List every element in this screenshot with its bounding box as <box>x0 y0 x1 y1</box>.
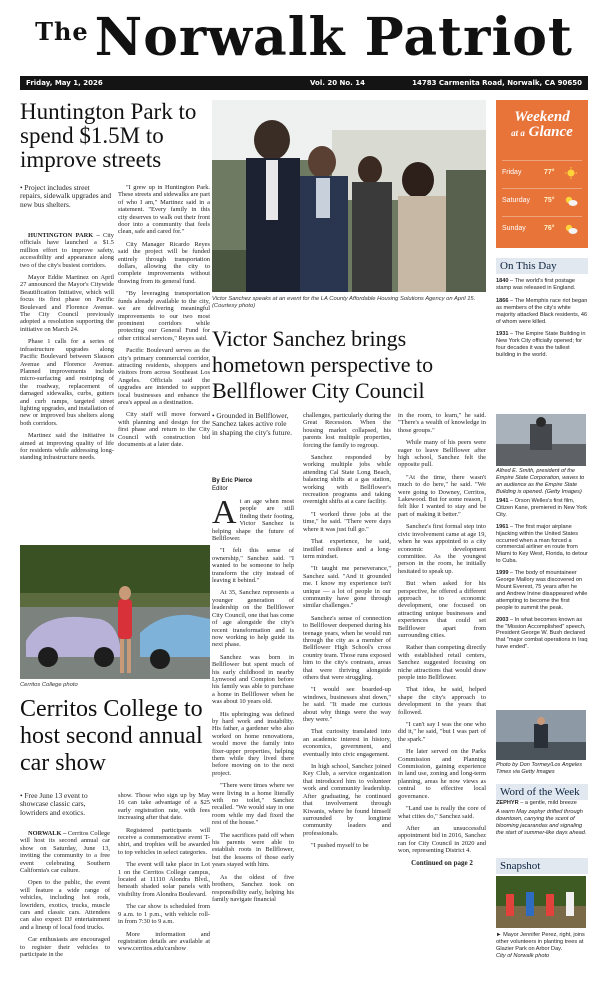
weekend-title-bottom: Glance <box>528 124 573 140</box>
list-item <box>496 278 588 292</box>
sun-icon <box>564 167 578 179</box>
sanchez-column-1 <box>212 494 294 908</box>
sanchez-column-3 <box>398 412 486 872</box>
paragraph: "There were times where we were living in a home literally with no toilet," Sanchez recalled. "We would stay in one room while my dad fixed the rest of the house." <box>212 782 294 827</box>
paragraph: Sanchez's sense of connection to Bellflower deepened during his teenage years, when he would run through the city as a member of Bellflower High School's cross country team. Those runs exposed him to the city's contrasts, areas that were thriving alongside others that were struggling. <box>303 614 391 681</box>
empire-state-photo <box>496 414 586 466</box>
issue-volume: Vol. 20 No. 14 <box>310 79 366 87</box>
paragraph: But when asked for his perspective, he offered a different approach to economic development, one focused on attracting unique businesses and experiences that could set Bellflower apart from surrounding cities. <box>398 580 486 639</box>
paragraph: At 35, Sanchez represents a younger generation of leadership on the Bellflower City Council, one that has come of age alongside the city's recent transformation and is now working to help guide its next phase. <box>212 589 294 649</box>
publisher-address: 14783 Carmenita Road, Norwalk, CA 90650 <box>412 79 582 87</box>
huntington-column-1 <box>20 232 114 467</box>
masthead <box>20 6 588 72</box>
partly-cloudy-icon <box>564 223 578 235</box>
masthead-name: Norwalk Patriot <box>94 7 573 68</box>
paragraph: t an age when most people are still finding their footing, Victor Sanchez is helping shape the future of Bellflower. <box>212 498 294 543</box>
snapshot-header: Snapshot <box>496 858 588 874</box>
byline-title: Editor <box>212 485 228 492</box>
on-this-day-header: On This Day <box>496 258 588 274</box>
paragraph: Sanchez was born in Bellflower but spent much of his early childhood in nearby Lynwood and Compton before his family was able to purchase a home in Bellflower when he was about 10 years old. <box>212 653 294 706</box>
example-sentence: A warm May zephyr drifted through downtown, carrying the scent of blooming jacarandas and signaling the start of summer-like days ahead. <box>496 808 587 836</box>
masthead-the: The <box>35 17 89 46</box>
weather-day: Friday <box>502 169 522 176</box>
snapshot-photo <box>496 876 586 928</box>
paragraph: City Manager Ricardo Reyes said the project will be funded entirely through transportation dollars, allowing the city to complete improvements without drawing from its general fund. <box>118 240 210 285</box>
weather-row-friday <box>502 160 582 184</box>
paragraph: More information and registration details are available at www.cerritos.edu/carshow <box>118 930 210 953</box>
event-year: 1866 <box>496 297 509 304</box>
paragraph: "Land use is really the core of what cities do," Sanchez said. <box>398 805 486 820</box>
paragraph: in the room, to learn," he said. "There's a wealth of knowledge in those groups." <box>398 412 486 434</box>
snapshot-credit: City of Norwalk photo <box>496 952 550 959</box>
paragraph: "I grew up in Huntington Park. These streets and sidewalks are part of who I am," Martinez said in a statement. "Every family in this city deserves to walk out their front door into a community that feels clean, safe and cared for." <box>118 184 210 236</box>
weekend-at-a-glance <box>496 100 588 248</box>
paragraph: That experience, he said, instilled resilience and a long-term mindset. <box>303 538 391 560</box>
dateline-bar <box>20 76 588 90</box>
partly-cloudy-icon <box>564 195 578 207</box>
continued-link[interactable]: Continued on page 2 <box>411 858 473 867</box>
paragraph: "I felt this sense of ownership," Sanchez said. "I wanted to be someone to help transform the city instead of leaving it behind." <box>212 547 294 585</box>
paragraph: "At the time, there wasn't much to do here," he said. "We were going to Downey, Cerritos, Lakewood. But for some reason, I felt like I wanted to stay and be part of making it better." <box>398 473 486 518</box>
event-text: – The first major airplane hijacking within the United States occurred when a man forced a commercial airliner en route from Miami to Key West, Florida, to detour to Cuba. <box>496 523 588 565</box>
event-year: 1999 <box>496 570 509 577</box>
paragraph: challenges, particularly during the Great Recession. When the housing market collapsed, his parents lost multiple properties, forcing the family to regroup. <box>303 412 391 449</box>
byline-name: By Eric Pierce <box>212 478 253 484</box>
cerritos-column-2 <box>118 792 210 958</box>
word-of-week <box>496 800 588 837</box>
paragraph: City staff will move forward with planning and design for the first phase and return to the City Council with construction bid documents at a later date. <box>118 411 210 448</box>
paragraph: show. Those who sign up by May 16 can take advantage of a $25 early registration rate, with fees increasing after that date. <box>118 792 210 822</box>
event-year: 1941 <box>496 498 509 504</box>
cerritos-headline: Cerritos College to host second annual car show <box>20 696 203 776</box>
huntington-column-2 <box>118 184 210 453</box>
list-item <box>496 331 588 359</box>
weekend-title-top: Weekend <box>514 109 570 125</box>
paragraph: The sacrifices paid off when his parents were able to establish roots in Bellflower, but the lessons of those early years stayed with him. <box>212 831 294 869</box>
car-show-photo <box>20 545 210 679</box>
weekend-title <box>496 110 588 141</box>
list-item <box>496 570 588 611</box>
paragraph: "I would see boarded-up windows, businesses shut down," he said. "It made me curious about why things were the way they were." <box>303 686 391 724</box>
on-this-day-list-continued <box>496 498 588 656</box>
huntington-deck: • Project includes street repairs, sidewalk upgrades and new bus shelters. <box>20 183 112 209</box>
huntington-headline: Huntington Park to spend $1.5M to improve streets <box>20 99 197 172</box>
weather-temp: 77° <box>544 169 555 176</box>
paragraph: Registered participants will receive a commemorative event T-shirt, and trophies will be awarded to top vehicles in select categories. <box>118 826 210 856</box>
mission-accomplished-photo <box>496 710 586 760</box>
cerritos-dateline: NORWALK – <box>28 830 67 837</box>
paragraph: Car enthusiasts are encouraged to register their vehicles to participate in the <box>20 936 110 959</box>
word-of-week-header: Word of the Week <box>496 784 588 800</box>
sanchez-headline: Victor Sanchez brings hometown perspective to Bellflower City Council <box>212 326 434 403</box>
paragraph: The event will take place in Lot 1 on the Cerritos College campus, located at 11110 Alondra Blvd., beneath shaded solar panels with visibility from Alondra Boulevard. <box>118 861 210 898</box>
sanchez-column-2 <box>303 412 391 855</box>
paragraph: "I worked three jobs at the time," he said. "There were days where it was just full go." <box>303 510 391 533</box>
word: ZEPHYR <box>496 800 519 806</box>
paragraph: City officials have launched a $1.5 million effort to improve safety, accessibility and appearance along two of the city's busiest corridors. <box>20 232 114 269</box>
huntington-dateline: HUNTINGTON PARK – <box>28 232 100 239</box>
paragraph: "It taught me perseverance," Sanchez said. "And it grounded me. I know my experience isn't unique — a lot of people in our community have gone through similar challenges." <box>303 565 391 610</box>
event-year: 2003 <box>496 616 509 623</box>
paragraph: "By leveraging transportation funds already available to the city, we are delivering meaningful improvements to our two most prominent corridors while protecting our General Fund for other critical services," Reyes said. <box>118 290 210 342</box>
paragraph: His upbringing was defined by hard work and instability. His father, a gardener who also worked on home renovations, would move the family into fixer-upper properties, helping them while they lived there before moving on to the next project. <box>212 710 294 777</box>
definition: – a gentle, mild breeze <box>518 800 577 806</box>
weekend-title-mid: at a <box>511 128 525 138</box>
paragraph: That curiosity translated into an academic interest in history, economics, government, and eventually into civic engagement. <box>303 728 391 758</box>
cerritos-column-1 <box>20 830 110 964</box>
event-year: 1961 <box>496 523 509 530</box>
weather-day: Sunday <box>502 225 526 232</box>
empire-state-caption: Alfred E. Smith, president of the Empire State Corporation, waves to an audience as the Empire State Building is opened. (Getty Images) <box>496 468 585 495</box>
paragraph: "I pushed myself to be <box>311 842 369 850</box>
list-item <box>496 298 588 326</box>
event-text: – The world's first postage stamp was released in England. <box>496 278 576 291</box>
paragraph: "I can't say I was the one who did it," he said, "but I was part of the spark." <box>398 721 486 743</box>
event-text: – In what becomes known as the "Mission Accomplished" speech, President George W. Bush declared that "major combat operations in Iraq have ended". <box>496 616 588 651</box>
paragraph: In high school, Sanchez joined Key Club, a service organization that introduced him to volunteer work and community leadership. After graduating, he continued that involvement through Kiwanis, where he found himself surrounded by longtime community leaders and professionals. <box>303 763 391 837</box>
event-year: 1840 <box>496 278 509 284</box>
paragraph: As the oldest of five brothers, Sanchez took on responsibility early, helping his family navigate financial <box>212 873 294 903</box>
paragraph: Sanchez's first formal step into civic involvement came at age 19, when he was appointed to a city economic development committee. As the youngest person in the room, he initially hesitated to speak up. <box>398 523 486 575</box>
snapshot-caption <box>496 932 588 960</box>
weather-day: Saturday <box>502 197 531 204</box>
event-year: 1931 <box>496 331 509 338</box>
paragraph: Rather than competing directly with established retail centers, Sanchez suggested focusing on niche attractions that would draw people into Bellflower. <box>398 644 486 681</box>
event-text: – The body of mountaineer George Mallory was discovered on Mount Everest, 75 years after he and Andrew Irvine disappeared while attempting to become the first people to summit the peak. <box>496 570 588 611</box>
paragraph: The car show is scheduled from 9 a.m. to 1 p.m., with vehicle roll-in from 7:30 to 9 a.m. <box>118 903 210 926</box>
car-show-photo-caption: Cerritos College photo <box>20 682 78 688</box>
snapshot-caption-text: ► Mayor Jennifer Perez, right, joins other volunteers in planting trees at Glazier Park on Arbor Day. <box>496 932 585 952</box>
mission-accomplished-caption: Photo by Don Tormey/Los Angeles Times via Getty Images <box>496 762 583 775</box>
weather-row-sunday <box>502 216 582 240</box>
paragraph: Martinez said the initiative is aimed at improving quality of life for residents while addressing long-standing infrastructure needs. <box>20 432 114 462</box>
event-text: – The Memphis race riot began as members of the city's white majority attacked Black residents, 46 of whom were killed. <box>496 297 588 325</box>
paragraph: Open to the public, the event will feature a wide range of vehicles, including hot rods, lowriders, exotics, trucks, muscle cars and classic cars. Attendees can also expect DJ entertainment and a lineup of local food trucks. <box>20 879 110 931</box>
paragraph: Phase 1 calls for a series of infrastructure upgrades along Pacific Boulevard between Slauson Avenue and Florence Avenue. Planned improvements include micro-surfacing and restriping of the roadway, replacement of damaged sidewalks, curbs, gutters and curb ramps, targeted street lighting upgrades, and installation of new or improved bus shelters along both corridors. <box>20 338 114 427</box>
paragraph: Sanchez responded by working multiple jobs while attending Cal State Long Beach, balancing shifts at a gas station, working with Bellflower's recreation programs and taking overnight shifts at a care facility. <box>303 454 391 506</box>
event-text: – The Empire State Building in New York City officially opened; for four decades it was the tallest building in the world. <box>496 331 586 359</box>
paragraph: Pacific Boulevard serves as the city's primary commercial corridor, attracting residents, shoppers and visitors from across Southeast Los Angeles. Officials said the upgrades are intended to support local businesses and enhance the area's appeal as a destination. <box>118 347 210 406</box>
list-item <box>496 524 588 565</box>
event-text: – Orson Welles's first film, Citizen Kane, premiered in New York City. <box>496 498 588 518</box>
victor-sanchez-photo <box>212 100 486 292</box>
on-this-day-list <box>496 278 588 365</box>
paragraph: Cerritos College will host its second annual car show on Saturday, June 13, inviting the community to a free event celebrating Southern California's car culture. <box>20 830 110 875</box>
paragraph: That idea, he said, helped shape the city's approach to development in the years that followed. <box>398 686 486 716</box>
cerritos-deck: • Free June 13 event to showcase classic cars, lowriders and exotics. <box>20 791 88 817</box>
sanchez-deck: • Grounded in Bellflower, Sanchez takes active role in shaping the city's future. <box>212 411 292 437</box>
sanchez-byline <box>212 478 294 493</box>
weather-row-saturday <box>502 188 582 212</box>
paragraph: While many of his peers were eager to leave Bellflower after high school, Sanchez felt the opposite pull. <box>398 439 486 469</box>
list-item <box>496 617 588 652</box>
weather-temp: 75° <box>544 197 555 204</box>
list-item <box>496 498 588 519</box>
issue-date: Friday, May 1, 2026 <box>26 79 103 87</box>
paragraph: After an unsuccessful appointment bid in 2016, Sanchez ran for City Council in 2020 and won, representing District 4. <box>398 824 486 855</box>
weather-temp: 76° <box>544 225 555 232</box>
drop-cap: A <box>212 494 237 531</box>
victor-sanchez-photo-caption: Victor Sanchez speaks at an event for the LA County Affordable Housing Solutions Agency on April 15. (Courtesy photo) <box>212 296 476 309</box>
paragraph: He later served on the Parks Commission and Planning Commission, gaining experience in land use, zoning and long-term planning, areas he now views as central to effective local governance. <box>398 748 486 800</box>
paragraph: Mayor Eddie Martinez on April 27 announced the Mayor's Citywide Beautification Initiative, which will focus its first phase on Pacific Boulevard and Florence Avenue. The City Council previously adopted a resolution supporting the initiative on March 24. <box>20 274 114 333</box>
